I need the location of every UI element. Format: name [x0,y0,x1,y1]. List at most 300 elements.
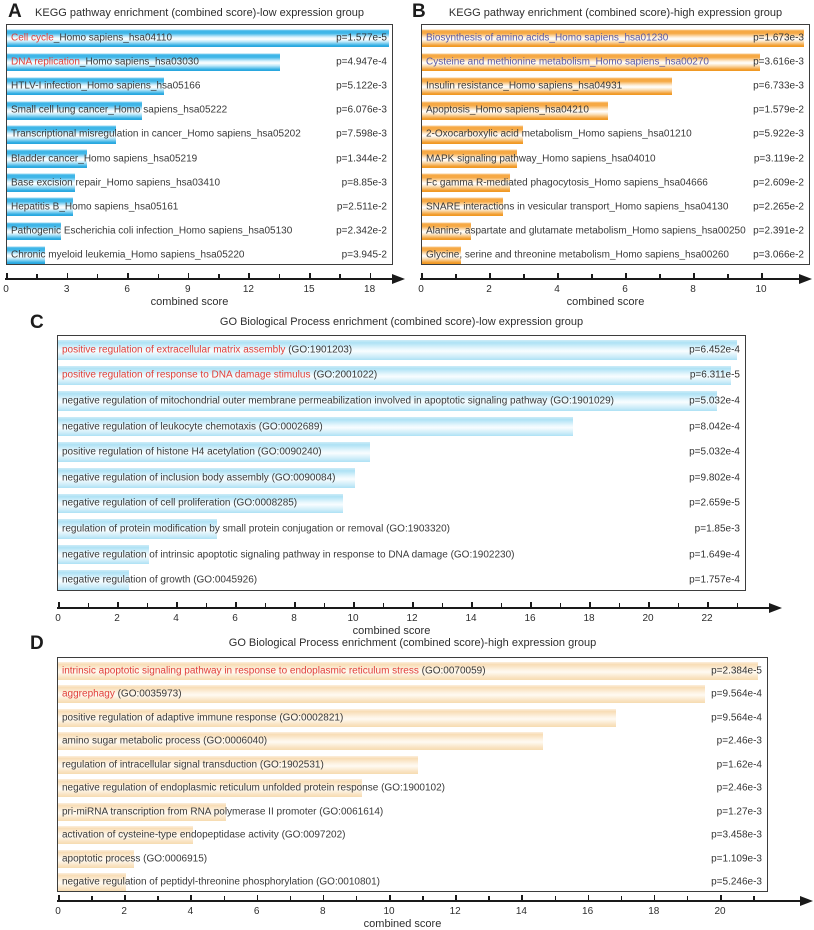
axis-tick-minor [488,896,490,900]
axis-tick-label: 6 [124,284,130,295]
p-value: p=2.265e-2 [753,201,804,213]
p-value: p=1.757e-4 [689,574,740,586]
panel-letter-a: A [8,1,22,22]
panel-letter-b: B [412,1,426,22]
axis-line [57,607,772,609]
p-value: p=1.579e-2 [753,104,804,116]
bar-row-label-highlight: Cysteine and methionine metabolism_Homo sapiens_hsa00270 [426,56,709,68]
bar-row-label-rest: _Homo sapiens_hsa04110 [53,32,173,44]
axis-tick-minor [687,896,689,900]
axis-tick-minor [279,274,281,278]
axis-tick-minor [290,896,292,900]
axis-tick-label: 10 [383,906,395,917]
axis-tick-label: 14 [465,613,477,624]
bar-row [58,824,767,848]
bar-row [58,706,767,730]
axis-tick-label: 6 [253,906,260,917]
bar-row-label [426,105,589,116]
p-value: p=8.042e-4 [689,421,740,433]
axis-tick-label: 12 [449,906,461,917]
p-value: p=2.659e-5 [689,497,740,509]
p-value: p=1.85e-3 [694,523,740,535]
axis-tick-label: 2 [486,284,492,295]
bar-row-label [426,57,709,68]
axis-tick-label: 0 [55,906,61,917]
p-value: p=6.452e-4 [689,344,740,356]
bar-row [422,122,809,146]
axis-tick-major [588,895,590,900]
panel-d-go-high [0,627,814,930]
bar-row [7,219,392,243]
bar-row [422,243,809,267]
axis-tick-major [557,273,559,278]
bar-row [7,122,392,146]
p-value: p=2.46e-3 [716,735,762,747]
axis-tick-label: 4 [173,613,179,624]
axis-title-combined-score: combined score [566,296,645,308]
bar-row-label-rest: Fc gamma R-mediated phagocytosis_Homo sapiens_hsa04666 [426,177,708,189]
bar-row [58,871,767,895]
bar-row-label-rest: Insulin resistance_Homo sapiens_hsa04931 [426,80,623,92]
bar-row [422,98,809,122]
axis-tick-label: 8 [291,613,297,624]
bar-row-label-rest: positive regulation of adaptive immune response (GO:0002821) [62,712,344,724]
bar-row-label [62,806,383,817]
axis-tick-major [6,273,8,278]
p-value: p=5.122e-3 [336,80,387,92]
bar-row-label [11,249,244,260]
p-value: p=9.802e-4 [689,472,740,484]
axis-tick-label: 8 [320,906,326,917]
axis-tick-minor [523,274,525,278]
axis-tick-major [188,273,190,278]
bar-row [422,171,809,195]
bar-row-label [62,759,324,770]
bar-row-label-rest: (GO:0035973) [114,688,182,700]
axis-tick-label: 18 [583,613,595,624]
axis-tick-major [412,602,414,607]
axis-tick-major [421,273,423,278]
bar-row [7,26,392,50]
bar-row-label [426,153,656,164]
bar-row-label [11,177,220,188]
bar-row-label-rest: negative regulation of inclusion body assembly (GO:0090084) [62,472,336,484]
axis-tick-label: 6 [622,284,628,295]
bar-row-label [11,225,292,236]
bar-row-label-highlight: positive regulation of response to DNA damage stimulus [62,369,311,381]
bar-row-label-rest: negative regulation of leukocyte chemotaxis (GO:0002689) [62,421,323,433]
bar-row-label-rest: negative regulation of peptidyl-threonine phosphorylation (GO:0010801) [62,876,380,888]
panel-d-plot-area [57,657,768,892]
bar-row [58,659,767,683]
axis-tick-label: 2 [121,906,127,917]
axis-tick-label: 8 [690,284,696,295]
axis-tick-major [127,273,129,278]
axis-tick-label: 0 [418,284,424,295]
panel-c-title: GO Biological Process enrichment (combined score)-low expression group [219,316,584,328]
axis-tick-minor [218,274,220,278]
bar-row-label-rest: (GO:1901203) [285,344,353,356]
axis-tick-minor [591,274,593,278]
bar-row-label-highlight: intrinsic apoptotic signaling pathway in response to endoplasmic reticulum stress [62,665,419,677]
p-value: p=5.032e-4 [689,395,740,407]
axis-tick-label: 18 [364,284,376,295]
bar-row-label-rest: Chronic myeloid leukemia_Homo sapiens_hsa05220 [11,249,245,261]
bar-row [7,74,392,98]
axis-tick-major [654,895,656,900]
axis-tick-minor [147,603,149,607]
panel-letter-c: C [30,312,44,333]
bar-row-label-highlight: positive regulation of extracellular matrix assembly [62,344,286,356]
axis-arrowhead [800,896,813,906]
panel-letter-d: D [30,633,44,654]
bar-row-label [62,575,257,586]
axis-tick-minor [455,274,457,278]
p-value: p=5.922e-3 [753,128,804,140]
axis-tick-minor [91,896,93,900]
bar-row-label-rest: MAPK signaling pathway_Homo sapiens_hsa04010 [426,153,656,165]
p-value: p=6.076e-3 [336,104,387,116]
p-value: p=9.564e-4 [711,688,762,700]
panel-a-plot-area [6,24,393,265]
p-value: p=1.62e-4 [716,759,762,771]
axis-tick-major [190,895,192,900]
bar-row-label [62,689,182,700]
bar-row [58,516,745,542]
p-value: p=2.46e-3 [716,782,762,794]
axis-tick-minor [753,896,755,900]
bar-row-label [62,665,486,676]
p-value: p=1.673e-3 [753,32,804,44]
p-value: p=2.511e-2 [336,201,387,213]
bar-row [7,147,392,171]
bar-row-label [62,830,346,841]
bar-row [58,847,767,871]
bar-row [7,243,392,267]
axis-tick-label: 4 [554,284,560,295]
bar-row [7,98,392,122]
axis-tick-major [58,602,60,607]
bar-row-label [62,877,380,888]
panel-b-title: KEGG pathway enrichment (combined score)-high expression group [448,7,783,19]
bar-row [58,753,767,777]
bar-row [58,683,767,707]
panel-c-go-low [0,310,814,637]
axis-tick-label: 3 [63,284,70,295]
bar-row-label-rest: regulation of protein modification by small protein conjugation or removal (GO:1903320) [62,523,450,535]
axis-tick-label: 10 [755,284,767,295]
axis-tick-minor [422,896,424,900]
p-value: p=1.577e-5 [336,32,387,44]
bar-row-label-rest: Alanine, aspartate and glutamate metabolism_Homo sapiens_hsa00250 [426,225,746,237]
bar-row-label-rest: Apoptosis_Homo sapiens_hsa04210 [426,104,589,116]
bar-row-label-rest: apoptotic process (GO:0006915) [62,853,208,865]
axis-tick-minor [442,603,444,607]
bar-row-label [62,395,614,406]
axis-title-combined-score: combined score [150,296,229,308]
bar-row-label-rest: activation of cysteine-type endopeptidase activity (GO:0097202) [62,829,346,841]
axis-tick-major [471,602,473,607]
axis-tick-minor [560,603,562,607]
axis-tick-major [117,602,119,607]
panel-d-title: GO Biological Process enrichment (combined score)-high expression group [228,637,597,649]
p-value: p=1.344e-2 [336,153,387,165]
bar-row [422,147,809,171]
axis-tick-minor [383,603,385,607]
axis-title-combined-score: combined score [363,918,442,930]
bar-row-label-rest: SNARE interactions in vesicular transport_Homo sapiens_hsa04130 [426,201,729,213]
axis-tick-major [720,895,722,900]
bar-row-label [426,249,729,260]
axis-tick-major [370,273,372,278]
bar-row-label-rest: (GO:2001022) [310,369,378,381]
p-value: p=3.066e-2 [753,249,804,261]
panel-a-title: KEGG pathway enrichment (combined score)-low expression group [35,7,364,19]
bar-row-label [62,498,297,509]
axis-tick-minor [157,896,159,900]
bar-row [58,414,745,440]
bar-row-label [62,549,515,560]
bar-row-label [11,33,172,44]
axis-tick-minor [659,274,661,278]
bar-row-label [62,472,336,483]
p-value: p=4.947e-4 [336,56,387,68]
p-value: p=2.609e-2 [753,177,804,189]
axis-tick-minor [619,603,621,607]
axis-tick-label: 20 [714,906,726,917]
axis-tick-label: 18 [648,906,660,917]
axis-tick-label: 6 [232,613,238,624]
bar-row-label [11,81,200,92]
axis-tick-major [648,602,650,607]
axis-tick-major [248,273,250,278]
axis-tick-minor [265,603,267,607]
axis-arrowhead [769,603,782,613]
bar-row-label-rest: regulation of intracellular signal transduction (GO:1902531) [62,759,324,771]
bar-row-label-rest: negative regulation of intrinsic apoptotic signaling pathway in response to DNA damage (GO:1902230) [62,549,515,561]
p-value: p=3.945-2 [341,249,387,261]
axis-tick-major [58,895,60,900]
axis-arrowhead [392,274,405,284]
bar-row-label-highlight: aggrephagy [62,688,115,700]
bar-row [7,195,392,219]
bar-row-label-highlight: Cell cycle [11,32,54,44]
bar-row-label [11,201,178,212]
axis-line [5,278,395,280]
bar-row-label [62,370,377,381]
bar-row [58,388,745,414]
bar-row [7,171,392,195]
bar-row [58,491,745,517]
p-value: p=2.391e-2 [753,225,804,237]
axis-tick-minor [224,896,226,900]
bar-row-label-rest: negative regulation of mitochondrial outer membrane permeabilization involved in apoptotic signaling pathway (GO:1901029) [62,395,614,407]
p-value: p=6.733e-3 [753,80,804,92]
bar-row-label-rest: Transcriptional misregulation in cancer_Homo sapiens_hsa05202 [11,128,301,140]
bar-row-label [11,105,227,116]
bar-row-label [426,33,668,44]
axis-tick-minor [324,603,326,607]
bar-row [58,542,745,568]
bar-row-label-rest: Hepatitis B_Homo sapiens_hsa05161 [11,201,179,213]
p-value: p=1.27e-3 [716,806,762,818]
axis-arrowhead [799,274,812,284]
axis-tick-major [625,273,627,278]
axis-tick-minor [158,274,160,278]
axis-tick-major [389,895,391,900]
p-value: p=8.85e-3 [341,177,387,189]
bar-row [58,439,745,465]
axis-tick-major [521,895,523,900]
bar-row-label [11,153,197,164]
axis-tick-major [530,602,532,607]
p-value: p=6.311e-5 [689,369,740,381]
axis-tick-label: 16 [582,906,594,917]
p-value: p=2.342e-2 [336,225,387,237]
p-value: p=7.598e-3 [336,128,387,140]
bar-row-label-rest: negative regulation of cell proliferation (GO:0008285) [62,497,298,509]
axis-tick-major [176,602,178,607]
axis-tick-label: 20 [642,613,654,624]
axis-title-combined-score: combined score [352,625,431,637]
bar-row-label-rest: _Homo sapiens_hsa03030 [79,56,199,68]
panel-b-kegg-high [407,0,814,310]
bar-row-label [11,129,301,140]
bar-row [422,74,809,98]
axis-line [57,900,803,902]
axis-tick-major [235,602,237,607]
axis-tick-minor [356,896,358,900]
axis-tick-major [67,273,69,278]
bar-row [58,800,767,824]
bar-row [58,567,745,593]
axis-line [420,278,802,280]
axis-tick-major [761,273,763,278]
axis-tick-major [323,895,325,900]
axis-tick-label: 0 [55,613,61,624]
bar-row-label-rest: amino sugar metabolic process (GO:0006040) [62,735,268,747]
p-value: p=9.564e-4 [711,712,762,724]
bar-row-label [62,523,450,534]
bar-row-label-rest: HTLV-I infection_Homo sapiens_hsa05166 [11,80,201,92]
bar-row-label-rest: Pathogenic Escherichia coli infection_Homo sapiens_hsa05130 [11,225,293,237]
axis-tick-minor [621,896,623,900]
axis-tick-label: 12 [406,613,418,624]
axis-tick-label: 15 [303,284,315,295]
bar-row-label [62,712,343,723]
axis-tick-major [353,602,355,607]
bar-row-label [62,421,323,432]
p-value: p=2.384e-5 [711,665,762,677]
axis-tick-minor [206,603,208,607]
axis-tick-minor [555,896,557,900]
bar-row-label [426,177,708,188]
axis-tick-minor [501,603,503,607]
bar-row-label-rest: negative regulation of growth (GO:0045926) [62,574,258,586]
axis-tick-label: 2 [114,613,120,624]
p-value: p=3.458e-3 [711,829,762,841]
axis-tick-minor [97,274,99,278]
p-value: p=1.649e-4 [689,549,740,561]
axis-tick-major [589,602,591,607]
axis-tick-label: 22 [701,613,713,624]
panel-b-plot-area [421,24,810,265]
bar-row-label [62,783,445,794]
bar-row-label-rest: negative regulation of endoplasmic reticulum unfolded protein response (GO:1900102) [62,782,446,794]
axis-tick-minor [678,603,680,607]
bar-row-label-rest: Glycine, serine and threonine metabolism_Homo sapiens_hsa00260 [426,249,729,261]
panel-c-plot-area [57,335,746,591]
axis-tick-label: 9 [185,284,191,295]
axis-tick-label: 12 [242,284,254,295]
bar-row [58,363,745,389]
bar-row-label [62,736,267,747]
bar-row [58,337,745,363]
p-value: p=3.119e-2 [753,153,804,165]
panel-a-kegg-low [0,0,407,310]
bar-row [422,50,809,74]
bar-row-label [62,853,207,864]
axis-tick-label: 14 [515,906,527,917]
bar-row-label-highlight: DNA replication [11,56,80,68]
bar-row-label-rest: Small cell lung cancer_Homo sapiens_hsa05222 [11,104,228,116]
bar-row-label [62,447,322,458]
bar-row-label-highlight: Biosynthesis of amino acids_Homo sapiens_hsa01230 [426,32,669,44]
axis-tick-major [124,895,126,900]
bar-row-label [426,129,692,140]
p-value: p=3.616e-3 [753,56,804,68]
axis-tick-minor [737,603,739,607]
axis-tick-major [693,273,695,278]
axis-tick-label: 4 [187,906,194,917]
axis-tick-label: 16 [524,613,536,624]
p-value: p=1.109e-3 [711,853,762,865]
bar-row-label-rest: positive regulation of histone H4 acetylation (GO:0090240) [62,446,322,458]
bar-row-label [426,201,728,212]
bar-row [58,730,767,754]
p-value: p=5.246e-3 [711,876,762,888]
axis-tick-label: 10 [347,613,359,624]
bar-row-label [62,344,352,355]
bar-row [58,777,767,801]
axis-tick-minor [36,274,38,278]
bar-row-label [426,81,622,92]
bar-row [422,195,809,219]
p-value: p=5.032e-4 [689,446,740,458]
bar-row [7,50,392,74]
bar-row-label-rest: pri-miRNA transcription from RNA polymerase II promoter (GO:0061614) [62,806,384,818]
bar-row-label [11,57,199,68]
axis-tick-minor [727,274,729,278]
axis-tick-major [309,273,311,278]
axis-tick-major [294,602,296,607]
bar-row [422,26,809,50]
axis-tick-minor [88,603,90,607]
bar-row-label-rest: Bladder cancer_Homo sapiens_hsa05219 [11,153,198,165]
axis-tick-major [707,602,709,607]
axis-tick-minor [339,274,341,278]
bar-row-label-rest: (GO:0070059) [418,665,486,677]
bar-row-label-rest: 2-Oxocarboxylic acid metabolism_Homo sapiens_hsa01210 [426,128,692,140]
bar-row [422,219,809,243]
axis-tick-major [257,895,259,900]
axis-tick-label: 0 [3,284,9,295]
bar-row-label [426,225,746,236]
bar-row-label-rest: Base excision repair_Homo sapiens_hsa03410 [11,177,221,189]
axis-tick-major [455,895,457,900]
bar-row [58,465,745,491]
axis-tick-major [489,273,491,278]
